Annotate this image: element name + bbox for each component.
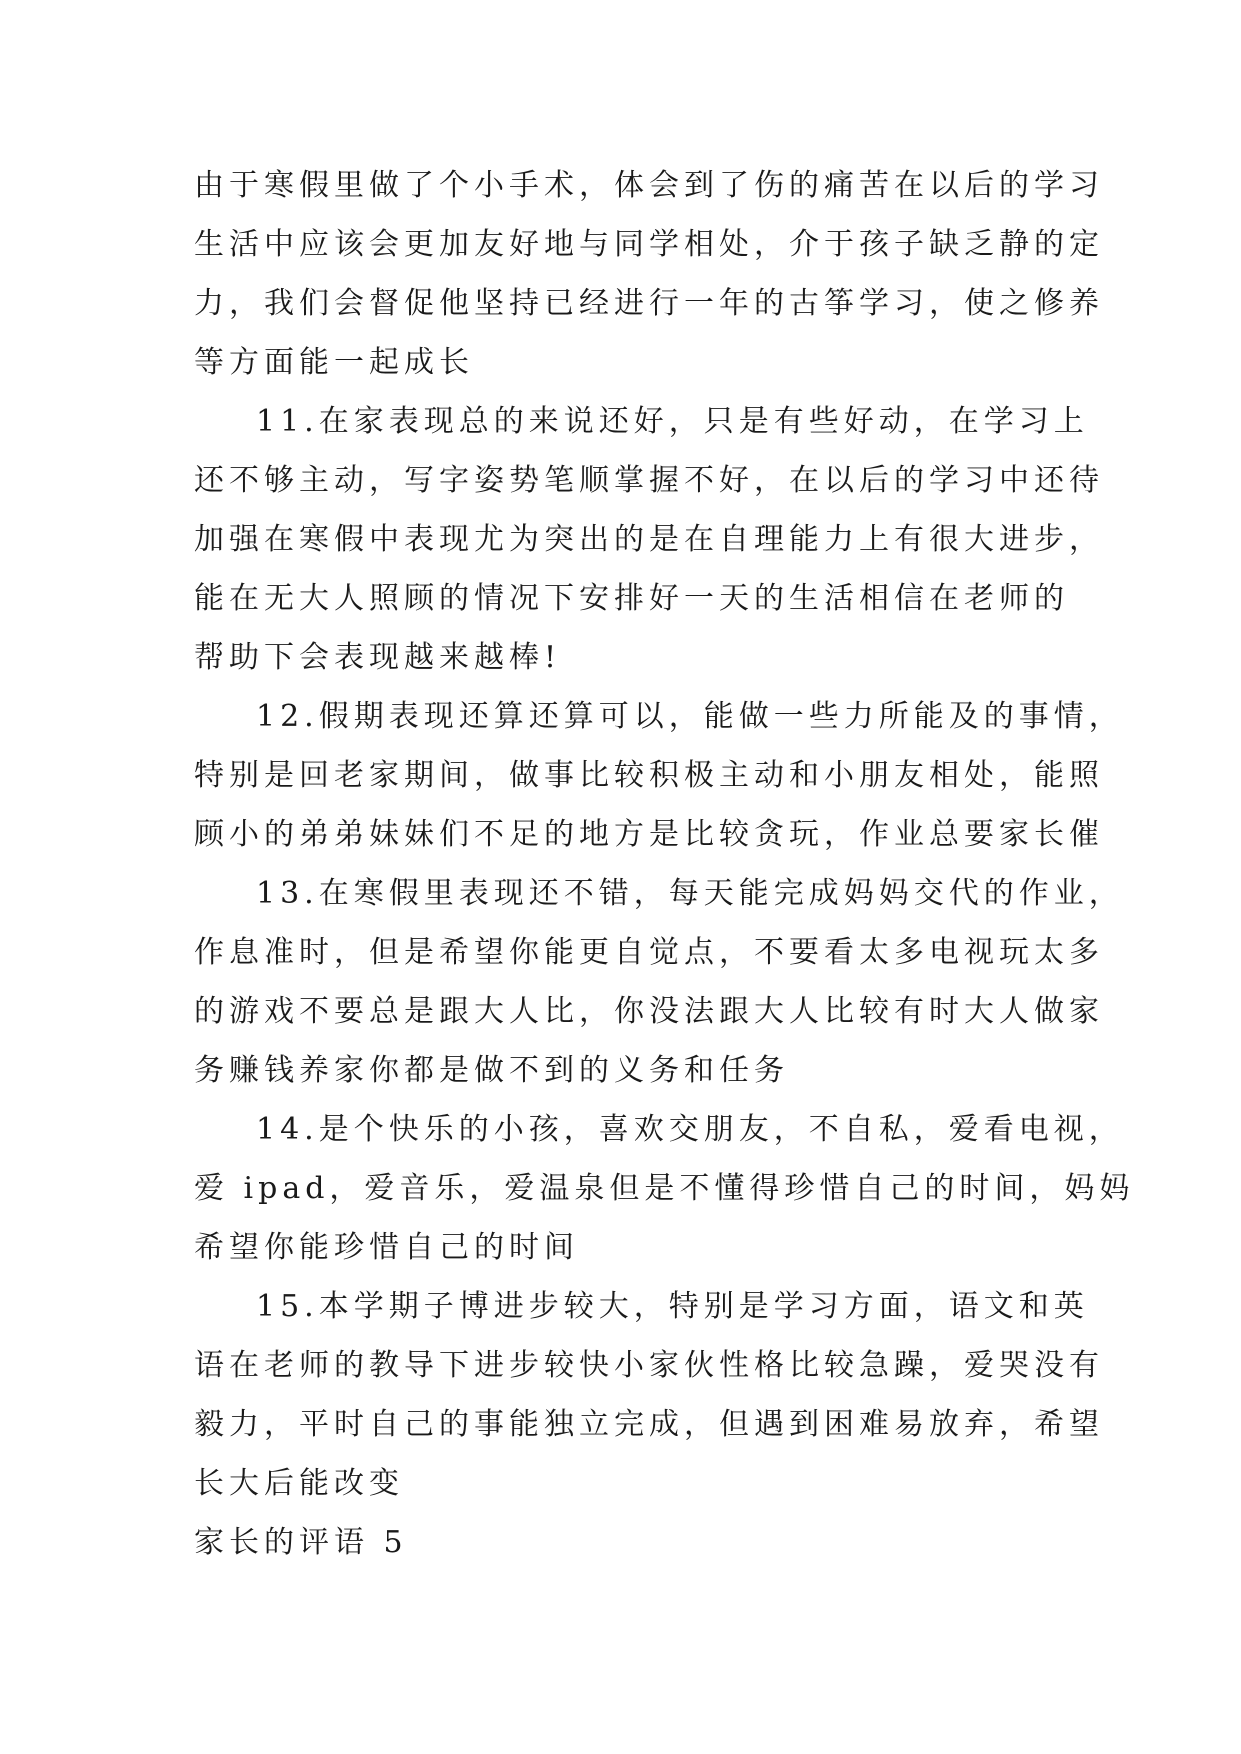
text-line: 务赚钱养家你都是做不到的义务和任务: [194, 1053, 789, 1088]
text-line: 爱 ipad，爱音乐，爱温泉但是不懂得珍惜自己的时间，妈妈: [194, 1171, 1135, 1206]
text-line: 特别是回老家期间，做事比较积极主动和小朋友相处，能照: [194, 758, 1104, 793]
text-line: 作息准时，但是希望你能更自觉点，不要看太多电视玩太多: [194, 935, 1104, 970]
text-line: 加强在寒假中表现尤为突出的是在自理能力上有很大进步，: [194, 522, 1104, 557]
text-line: 力，我们会督促他坚持已经进行一年的古筝学习，使之修养: [194, 286, 1104, 321]
text-line: 还不够主动，写字姿势笔顺掌握不好，在以后的学习中还待: [194, 463, 1104, 498]
paragraph-14-first-line: 14.是个快乐的小孩，喜欢交朋友，不自私，爱看电视，: [256, 1112, 1124, 1147]
paragraph-13-first-line: 13.在寒假里表现还不错，每天能完成妈妈交代的作业，: [256, 876, 1124, 911]
paragraph-15-first-line: 15.本学期子博进步较大，特别是学习方面，语文和英: [256, 1289, 1089, 1324]
text-line: 语在老师的教导下进步较快小家伙性格比较急躁，爱哭没有: [194, 1348, 1104, 1383]
text-line: 由于寒假里做了个小手术，体会到了伤的痛苦在以后的学习: [194, 168, 1104, 203]
text-line: 生活中应该会更加友好地与同学相处，介于孩子缺乏静的定: [194, 227, 1104, 262]
text-line: 顾小的弟弟妹妹们不足的地方是比较贪玩，作业总要家长催: [194, 817, 1104, 852]
text-line: 长大后能改变: [194, 1466, 404, 1501]
text-line: 等方面能一起成长: [194, 345, 474, 380]
text-line: 能在无大人照顾的情况下安排好一天的生活相信在老师的: [194, 581, 1069, 616]
paragraph-11-first-line: 11.在家表现总的来说还好，只是有些好动，在学习上: [256, 404, 1089, 439]
text-line: 帮助下会表现越来越棒!: [194, 640, 562, 675]
paragraph-12-first-line: 12.假期表现还算还算可以，能做一些力所能及的事情，: [256, 699, 1124, 734]
section-heading: 家长的评语 5: [194, 1525, 408, 1560]
text-line: 毅力，平时自己的事能独立完成，但遇到困难易放弃，希望: [194, 1407, 1104, 1442]
text-line: 希望你能珍惜自己的时间: [194, 1230, 579, 1265]
text-line: 的游戏不要总是跟大人比，你没法跟大人比较有时大人做家: [194, 994, 1104, 1029]
